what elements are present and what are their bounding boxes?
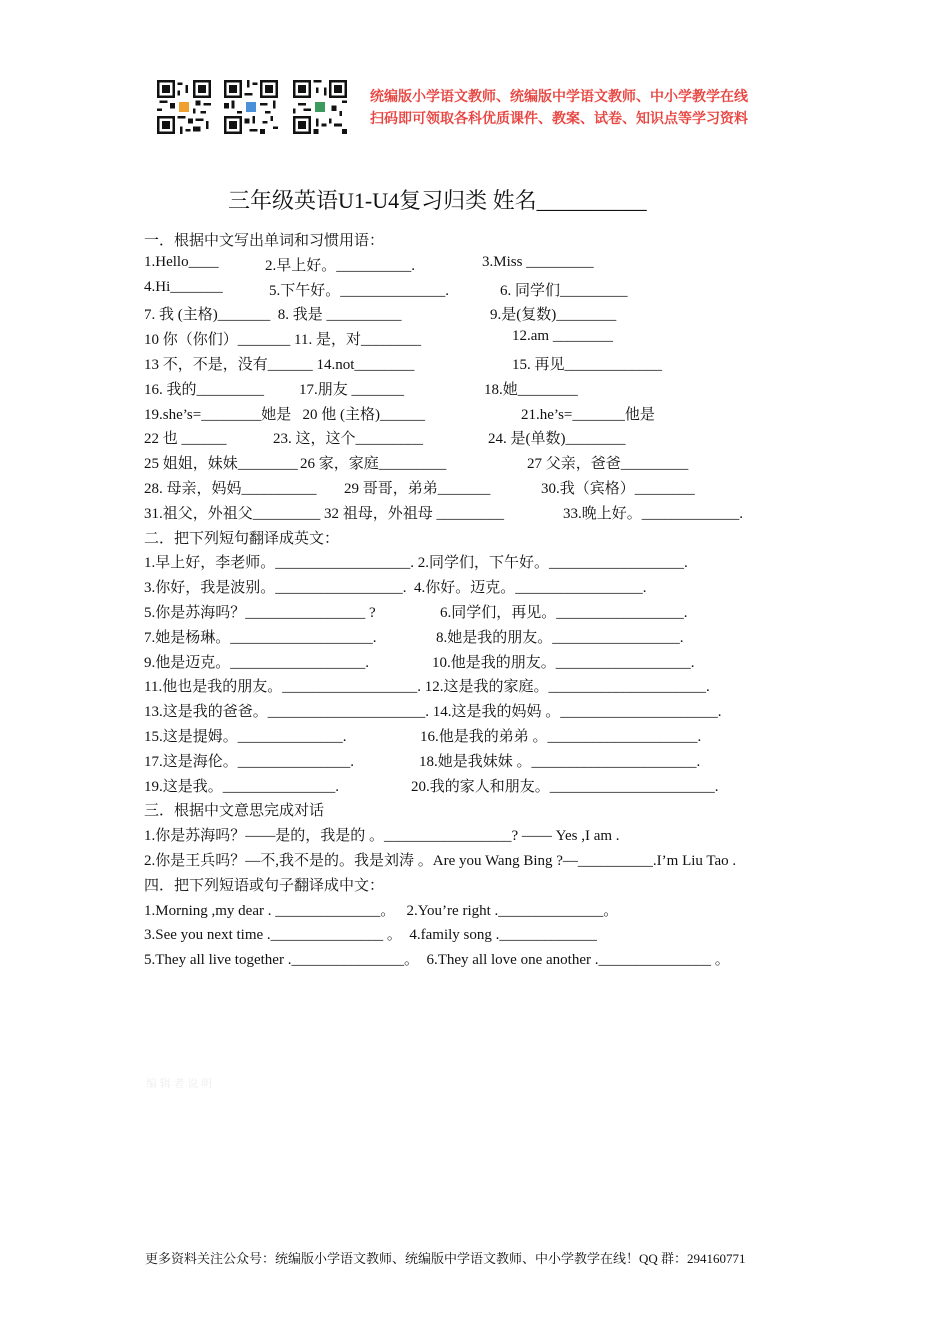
line-segment: 27 父亲，爸爸_________: [527, 456, 689, 473]
qr-code-icon: [224, 80, 278, 134]
line-segment: 10.他是我的朋友。__________________.: [432, 654, 695, 671]
line-segment: 28. 母亲，妈妈__________: [144, 480, 317, 497]
line-segment: 13 不，不是，没有______ 14.not________: [144, 356, 415, 373]
line-segment: 25 姐姐，妹妹________: [144, 456, 298, 473]
promo-banner: [370, 86, 748, 130]
line-segment: 22 也 ______: [144, 431, 227, 448]
line-segment: 30.我（宾格）________: [541, 480, 695, 497]
line-segment: 4.Hi_______: [144, 278, 223, 295]
line-segment: 6. 同学们_________: [500, 282, 628, 299]
line-segment: 23. 这，这个_________: [273, 431, 424, 448]
line-segment: 2.你是王兵吗？—不,我不是的。我是刘涛 。Are you Wang Bing ?—__________.I’m Liu Tao .: [144, 852, 737, 869]
line-segment: 3.Miss _________: [482, 253, 594, 270]
line-segment: 31.祖父，外祖父_________ 32 祖母，外祖母 _________: [144, 505, 505, 522]
line-segment: 二．把下列短句翻译成英文：: [144, 530, 340, 547]
line-segment: 5.你是苏海吗？________________ ?: [144, 604, 376, 621]
line-segment: 12.am ________: [512, 328, 613, 345]
line-segment: 11.他也是我的朋友。__________________. 12.这是我的家庭。_____________________.: [144, 679, 710, 696]
line-segment: 17.这是海伦。_______________.: [144, 753, 355, 770]
line-segment: 1.Morning ,my dear . ______________。 2.You’re right .______________。: [144, 902, 619, 919]
line-segment: 15. 再见_____________: [512, 356, 663, 373]
line-segment: 21.he’s=_______他是: [521, 406, 655, 423]
line-segment: 10 你（你们）_______ 11. 是，对________: [144, 332, 421, 349]
faint-note: 编 辑 者 说 明: [146, 1078, 212, 1090]
line-segment: 3.See you next time ._______________ 。 4.family song ._____________: [144, 927, 597, 944]
line-segment: 19.这是我。_______________.: [144, 778, 340, 795]
line-segment: 一．根据中文写出单词和习惯用语：: [144, 233, 385, 249]
line-segment: 16. 我的_________: [144, 381, 265, 398]
footer-note: 更多资料关注公众号：统编版小学语文教师、统编版中学语文教师、中小学教学在线！QQ 群：294160771: [145, 1251, 746, 1266]
line-segment: 5.They all live together ._______________。 6.They all love one another ._______________ 。: [144, 952, 730, 969]
line-segment: 2.早上好。__________.: [265, 257, 416, 274]
line-segment: 19.she’s=________她是 20 他 (主格)______: [144, 406, 425, 423]
banner-line-1: 统编版小学语文教师、统编版中学语文教师、中小学教学在线: [370, 89, 748, 105]
qr-code-icon: [293, 80, 347, 134]
line-segment: 9.是(复数)________: [490, 307, 617, 324]
line-segment: 3.你好，我是波别。_________________. 4.你好。迈克。_________________.: [144, 580, 647, 597]
line-segment: 7. 我 (主格)_______ 8. 我是 __________: [144, 307, 402, 324]
line-segment: 18.她________: [484, 381, 578, 398]
line-segment: 7.她是杨琳。___________________.: [144, 629, 377, 646]
line-segment: 三．根据中文意思完成对话: [144, 803, 325, 820]
line-segment: 33.晚上好。_____________.: [563, 505, 744, 522]
line-segment: 9.他是迈克。__________________.: [144, 654, 370, 671]
line-segment: 13.这是我的爸爸。_____________________. 14.这是我的妈妈 。_____________________.: [144, 704, 722, 721]
line-segment: 20.我的家人和朋友。______________________.: [411, 778, 719, 795]
line-segment: 18.她是我妹妹 。______________________.: [419, 753, 701, 770]
line-segment: 17.朋友 _______: [299, 381, 405, 398]
line-segment: 26 家，家庭_________: [300, 456, 447, 473]
line-segment: 16.他是我的弟弟 。____________________.: [420, 728, 702, 745]
line-segment: 15.这是提姆。______________.: [144, 728, 347, 745]
line-segment: 1.早上好，李老师。__________________. 2.同学们，下午好。__________________.: [144, 555, 688, 572]
line-segment: 8.她是我的朋友。_________________.: [436, 629, 684, 646]
line-segment: 1.Hello____: [144, 253, 219, 270]
qr-code-icon: [157, 80, 211, 134]
banner-line-2: 扫码即可领取各科优质课件、教案、试卷、知识点等学习资料: [370, 111, 748, 127]
line-segment: 四．把下列短语或句子翻译成中文：: [144, 877, 385, 894]
line-segment: 29 哥哥，弟弟_______: [344, 480, 491, 497]
line-segment: 24. 是(单数)________: [488, 431, 626, 448]
line-segment: 6.同学们，再见。_________________.: [440, 604, 688, 621]
line-segment: 5.下午好。______________.: [269, 282, 450, 299]
page-title: 三年级英语U1-U4复习归类 姓名__________: [228, 188, 647, 213]
line-segment: 1.你是苏海吗？——是的，我是的 。_________________? —— Yes ,I am .: [144, 828, 620, 845]
